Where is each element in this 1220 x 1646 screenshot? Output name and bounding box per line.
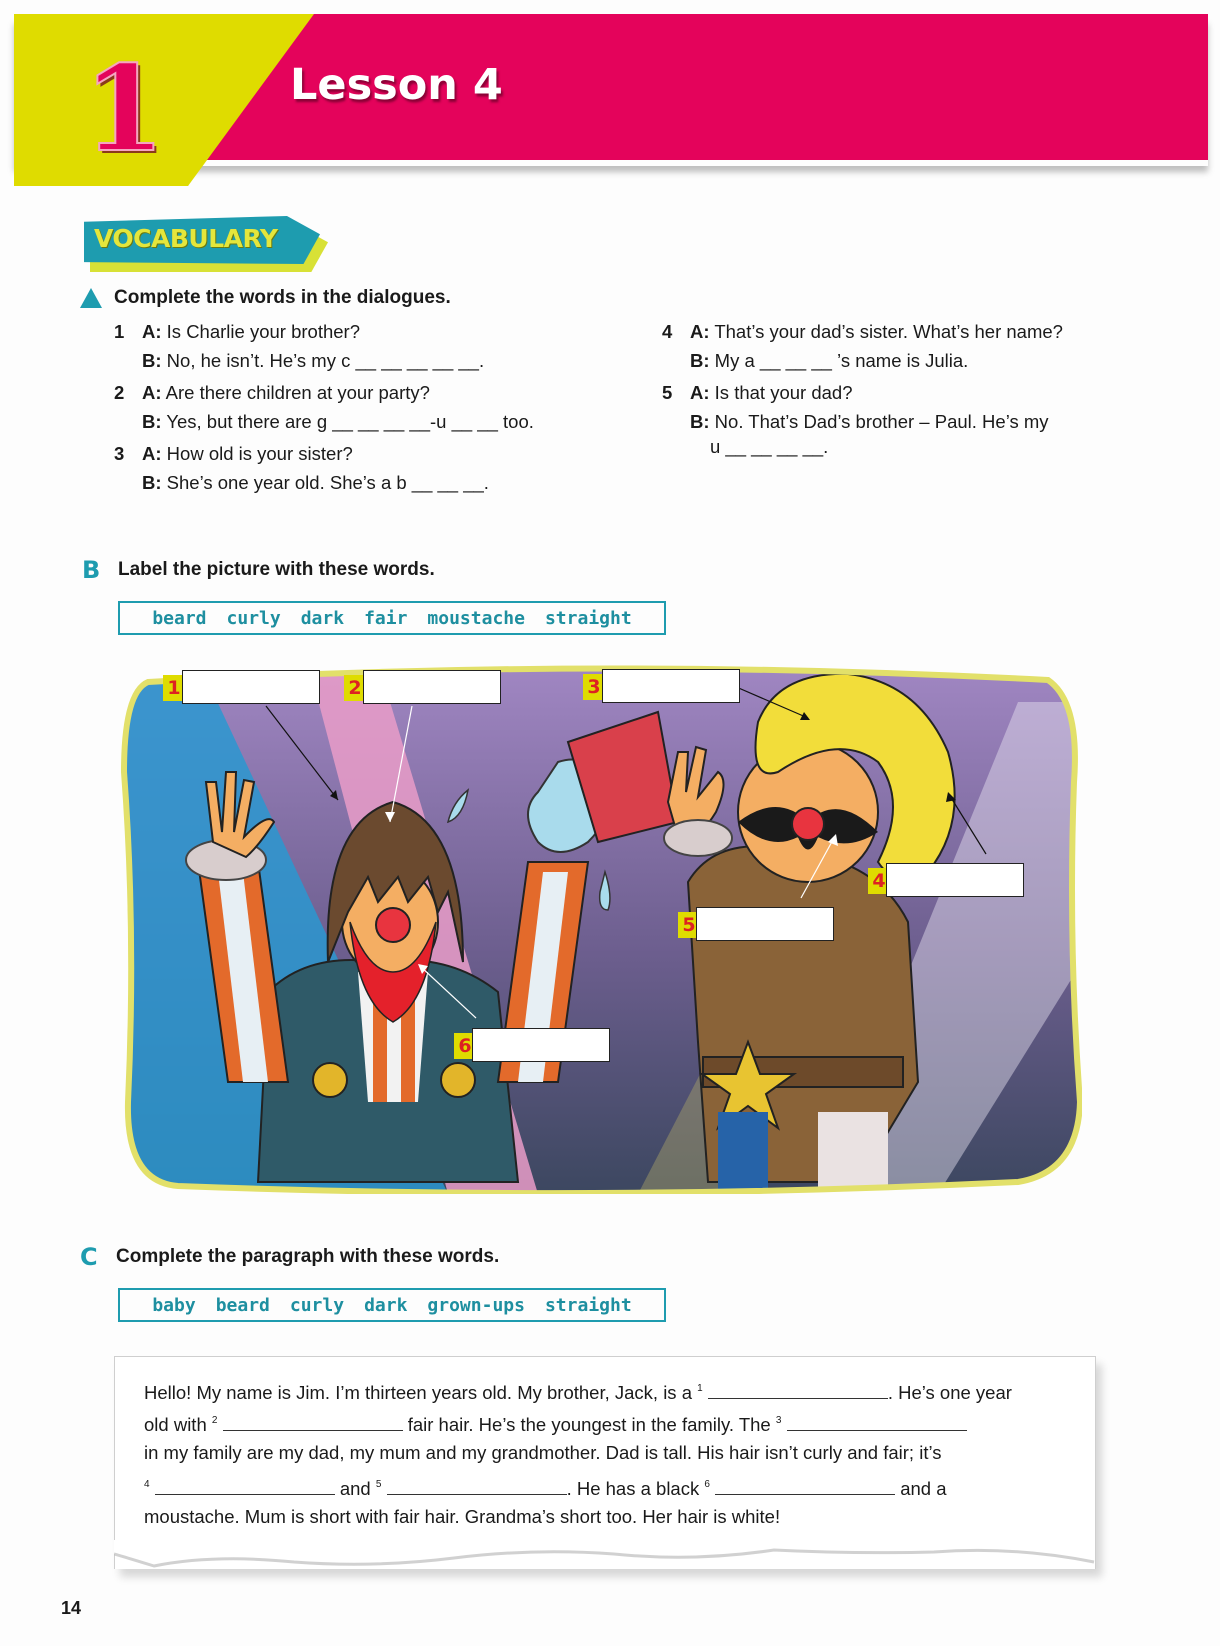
label-box-3[interactable] — [602, 669, 740, 703]
word-box-b — [118, 601, 666, 635]
dialogue-3: 3 A: How old is your sister? B: She’s one year old. She’s a b __ __ __. — [114, 443, 489, 493]
label-box-6[interactable] — [472, 1028, 610, 1062]
word: dark — [300, 607, 345, 629]
answer-blank[interactable]: No, he isn’t. He’s my c __ __ __ __ __. — [166, 350, 485, 371]
word: beard — [215, 1294, 270, 1316]
label-number: 1 — [163, 675, 185, 701]
word: fair — [364, 607, 408, 629]
word: curly — [289, 1294, 345, 1316]
section-c-heading — [80, 1243, 500, 1271]
word: beard — [152, 607, 207, 629]
section-c-letter-icon: C — [80, 1243, 98, 1271]
section-a-heading — [80, 287, 451, 309]
paragraph-text: Hello! My name is Jim. I’m thirteen years old. My brother, Jack, is a $^1$ . He’s one year old with $^2$ fair hair. He’s the youngest in the family. The $^3$ in my family are my dad, my mum and my grandmother. Dad is tall. His hair isn’t curly and fair; it’s $^4$ and $^5$ . He has a black $^6$ and a moustache. Mum is short with fair hair. Grandma’s short too. Her hair is white! — [144, 1373, 1064, 1533]
paragraph-blank-2[interactable] — [223, 1411, 403, 1431]
lesson-title: Lesson 4 — [290, 60, 503, 110]
paragraph-blank-5[interactable] — [387, 1475, 567, 1495]
word: grown-ups — [427, 1294, 525, 1316]
paragraph-blank-4[interactable] — [155, 1475, 335, 1495]
word: baby — [152, 1294, 196, 1316]
vocabulary-tag-text: VOCABULARY — [94, 224, 278, 253]
word: straight — [544, 1294, 632, 1316]
answer-blank[interactable]: Yes, but there are g __ __ __ __-u __ __ too. — [166, 411, 534, 432]
word: dark — [364, 1294, 408, 1316]
section-b-letter-icon: B — [82, 556, 101, 584]
answer-blank[interactable]: My a __ __ __ ’s name is Julia. — [714, 350, 969, 371]
unit-number: 1 — [82, 39, 166, 178]
label-number: 3 — [583, 674, 605, 700]
answer-blank[interactable]: She’s one year old. She’s a b __ __ __. — [166, 472, 489, 493]
label-number: 5 — [678, 912, 700, 938]
label-box-5[interactable] — [696, 907, 834, 941]
illustration-artwork — [118, 662, 1082, 1194]
page-number: 14 — [61, 1598, 82, 1618]
clown-illustration — [118, 662, 1082, 1194]
dialogue-2: 2 A: Are there children at your party? B: Yes, but there are g __ __ __ __-u __ __ too. — [114, 382, 534, 432]
word-box-c — [118, 1288, 666, 1322]
label-number: 2 — [344, 675, 366, 701]
torn-paper-edge — [114, 1540, 1104, 1580]
label-box-1[interactable] — [182, 670, 320, 704]
paragraph-blank-3[interactable] — [787, 1411, 967, 1431]
label-number: 6 — [454, 1033, 476, 1059]
section-b-heading — [82, 556, 435, 584]
dialogue-4: 4 A: That’s your dad’s sister. What’s her name? B: My a __ __ __ ’s name is Julia. — [662, 321, 1063, 371]
label-box-4[interactable] — [886, 863, 1024, 897]
section-c-instruction: Complete the paragraph with these words. — [116, 1246, 500, 1267]
label-box-2[interactable] — [363, 670, 501, 704]
dialogue-5: 5 A: Is that your dad? B: No. That’s Dad’s brother – Paul. He’s my u __ __ __ __. — [662, 382, 1049, 457]
vocabulary-tag — [84, 216, 328, 270]
label-number: 4 — [868, 868, 890, 894]
word: curly — [226, 607, 281, 629]
answer-blank[interactable]: u __ __ __ __. — [710, 436, 829, 457]
word: moustache — [427, 607, 525, 629]
word: straight — [544, 607, 632, 629]
paragraph-blank-1[interactable] — [708, 1379, 888, 1399]
section-b-instruction: Label the picture with these words. — [118, 559, 435, 580]
section-a-letter-icon — [80, 288, 102, 308]
section-a-instruction: Complete the words in the dialogues. — [114, 287, 451, 308]
paragraph-blank-6[interactable] — [715, 1475, 895, 1495]
dialogue-1: 1 A: Is Charlie your brother? B: No, he isn’t. He’s my c __ __ __ __ __. — [114, 321, 485, 371]
